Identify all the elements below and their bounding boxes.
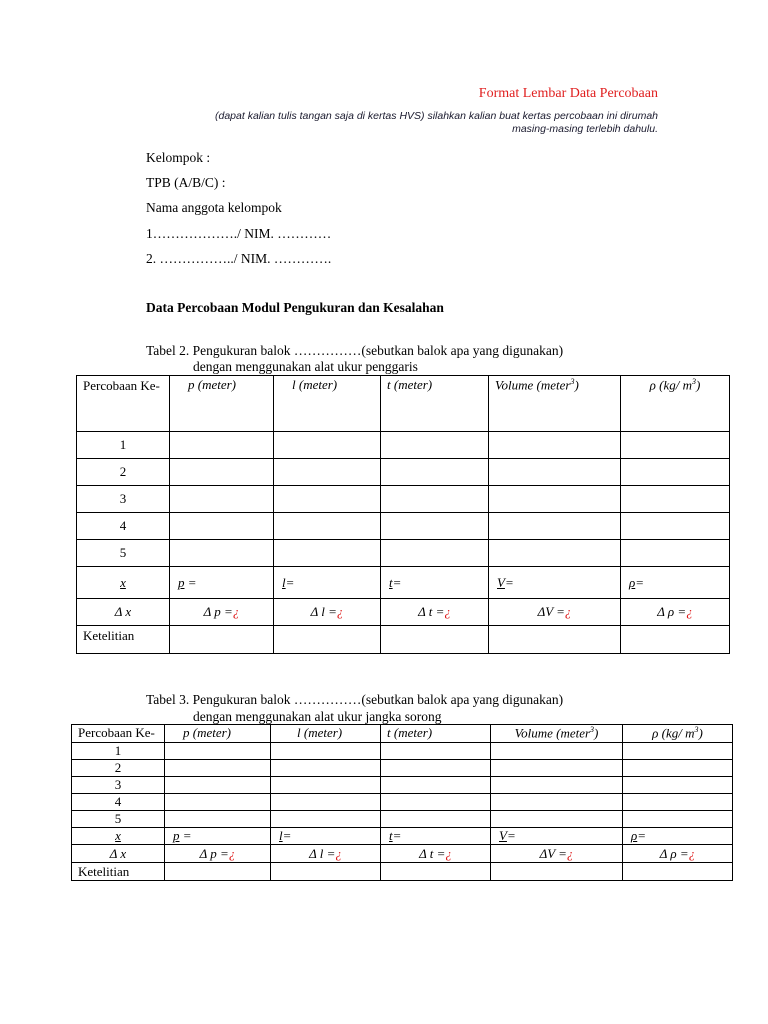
table2-caption: Tabel 2. Pengukuran balok ……………(sebutkan balok apa yang digunakan) [146, 343, 564, 358]
table-row: 4 [77, 513, 730, 540]
mean-row: x p = l= t= V= ρ= [77, 567, 730, 599]
kelompok-label: Kelompok : [146, 150, 211, 165]
table3 [71, 724, 733, 881]
col-l: l (meter) [271, 725, 381, 743]
tpb-label: TPB (A/B/C) : [146, 175, 226, 190]
member-name-label: Nama anggota kelompok [146, 200, 282, 215]
page-title: Format Lembar Data Percobaan [478, 86, 658, 101]
precision-row: Ketelitian [72, 863, 733, 881]
mean-row: x p = l= t= V= ρ= [72, 828, 733, 845]
instruction-note-line2: masing-masing terlebih dahulu. [512, 123, 658, 135]
col-p: p (meter) [170, 376, 274, 432]
table3-caption-line2: dengan menggunakan alat ukur jangka sorong [193, 709, 442, 724]
table-row: 1 [77, 432, 730, 459]
instruction-note [138, 110, 658, 136]
table-row: 4 [72, 794, 733, 811]
col-trial: Percobaan Ke- [77, 376, 170, 432]
col-p: p (meter) [165, 725, 271, 743]
col-density: ρ (kg/ $m^3$) [621, 376, 730, 432]
col-t: t (meter) [381, 376, 489, 432]
col-trial: Percobaan Ke- [72, 725, 165, 743]
col-volume: Volume (meter$^3$) [489, 376, 621, 432]
table-row: 2 [77, 459, 730, 486]
table2 [76, 375, 730, 654]
table-row: 5 [72, 811, 733, 828]
instruction-note-line1: (dapat kalian tulis tangan saja di kertas HVS) silahkan kalian buat kertas percobaan ini dirumah [215, 110, 658, 122]
precision-row: Ketelitian [77, 626, 730, 654]
section-title: Data Percobaan Modul Pengukuran dan Kesalahan [146, 300, 444, 315]
table-row: 3 [72, 777, 733, 794]
delta-row: Δ x Δ p =¿ Δ l =¿ Δ t =¿ ΔV =¿ Δ ρ =¿ [77, 599, 730, 626]
member-1-line: 1………………./ NIM. ………… [146, 226, 332, 241]
table2-caption-line2: dengan menggunakan alat ukur penggaris [193, 359, 418, 374]
table-row: 2 [72, 760, 733, 777]
member-2-line: 2. ……………../ NIM. …………. [146, 251, 332, 266]
table-row: 5 [77, 540, 730, 567]
delta-row: Δ x Δ p =¿ Δ l =¿ Δ t =¿ ΔV =¿ Δ ρ =¿ [72, 845, 733, 863]
table-header-row [72, 725, 733, 743]
table-row: 3 [77, 486, 730, 513]
col-l: l (meter) [274, 376, 381, 432]
table3-caption: Tabel 3. Pengukuran balok ……………(sebutkan balok apa yang digunakan) [146, 692, 564, 707]
col-t: t (meter) [381, 725, 491, 743]
table-row: 1 [72, 743, 733, 760]
col-density: ρ (kg/ $m^3$) [623, 725, 733, 743]
col-volume: Volume (meter$^3$) [491, 725, 623, 743]
table-header-row [77, 376, 730, 432]
